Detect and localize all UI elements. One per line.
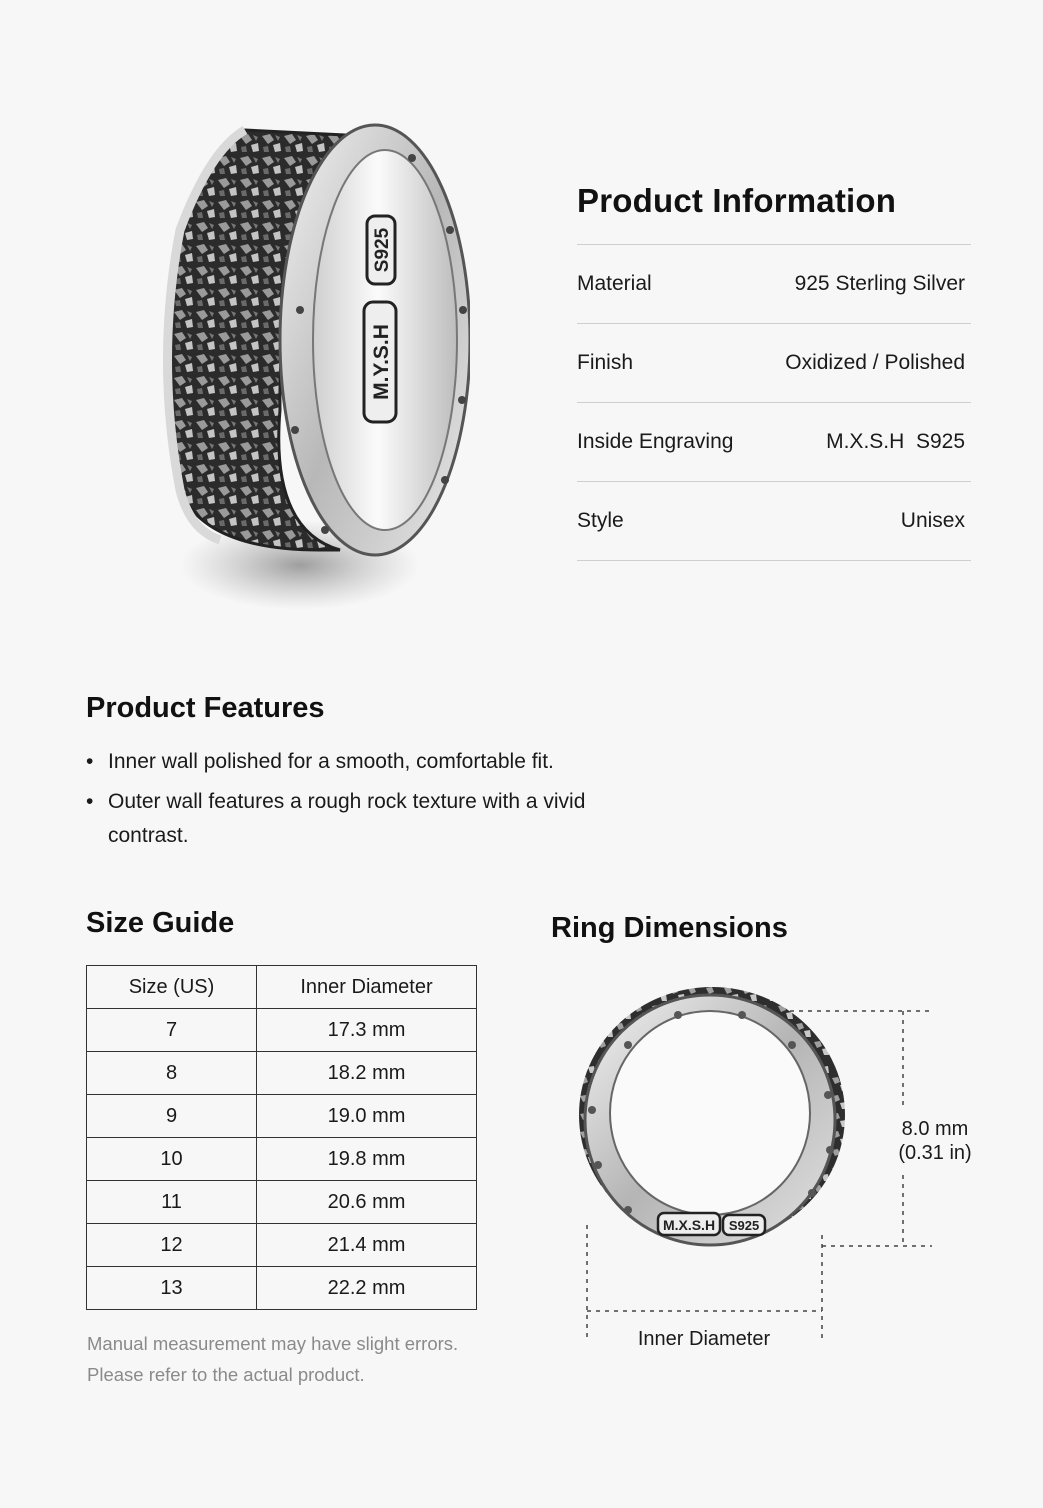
product-features-title: Product Features: [86, 692, 325, 724]
info-row-style: [577, 482, 971, 561]
table-row: [87, 1224, 477, 1267]
height-mm: 8.0 mm: [901, 1118, 969, 1140]
diameter-cell: 20.6 mm: [257, 1181, 477, 1224]
table-row: [87, 1181, 477, 1224]
table-row: [87, 1138, 477, 1181]
info-value: 925 Sterling Silver: [794, 272, 965, 295]
note-line: Manual measurement may have slight errors.: [87, 1333, 459, 1354]
product-information-title: Product Information: [577, 182, 897, 219]
size-cell: 13: [87, 1267, 257, 1310]
diameter-cell: 21.4 mm: [257, 1224, 477, 1267]
inner-diameter-label: Inner Diameter: [637, 1328, 771, 1350]
height-in: (0.31 in): [898, 1142, 972, 1164]
info-label: Style: [577, 509, 624, 532]
info-value: Oxidized / Polished: [785, 351, 965, 374]
ring-dimensions-diagram: [560, 985, 1000, 1365]
diameter-cell: 18.2 mm: [257, 1052, 477, 1095]
column-header-size: Size (US): [87, 966, 257, 1009]
size-cell: 10: [87, 1138, 257, 1181]
hero-stamp-brand: M.Y.S.H: [370, 324, 393, 400]
size-guide-table: [86, 965, 477, 1310]
ring-opening: [610, 1011, 810, 1215]
table-row: [87, 1095, 477, 1138]
size-cell: 7: [87, 1009, 257, 1052]
info-value: Unisex: [900, 509, 965, 532]
info-row-engraving: [577, 403, 971, 482]
table-row: [87, 1267, 477, 1310]
ring-dimensions-title: Ring Dimensions: [551, 912, 788, 944]
diameter-cell: 22.2 mm: [257, 1267, 477, 1310]
info-label: Finish: [577, 351, 634, 374]
product-features-list: [86, 745, 646, 859]
diameter-cell: 17.3 mm: [257, 1009, 477, 1052]
product-information-table: [577, 244, 971, 561]
note-line: Please refer to the actual product.: [87, 1364, 365, 1385]
diameter-cell: 19.8 mm: [257, 1138, 477, 1181]
table-row: [87, 1052, 477, 1095]
ring-height-label: [880, 1117, 990, 1165]
front-stamp-metal: S925: [728, 1218, 760, 1233]
feature-item: • Outer wall features a rough rock texture with a vivid contrast.: [86, 785, 646, 853]
size-guide-title: Size Guide: [86, 907, 235, 939]
front-stamp-brand: M.X.S.H: [662, 1217, 716, 1233]
info-label: Inside Engraving: [577, 430, 734, 453]
table-header-row: [87, 966, 477, 1009]
size-cell: 8: [87, 1052, 257, 1095]
info-value: M.X.S.H S925: [826, 430, 965, 453]
feature-item: • Inner wall polished for a smooth, comfortable fit.: [86, 745, 646, 779]
info-row-material: [577, 245, 971, 324]
size-cell: 9: [87, 1095, 257, 1138]
info-row-finish: [577, 324, 971, 403]
size-cell: 12: [87, 1224, 257, 1267]
table-row: [87, 1009, 477, 1052]
size-guide-note: [87, 1328, 458, 1390]
hero-ring-image: [150, 110, 470, 630]
diameter-cell: 19.0 mm: [257, 1095, 477, 1138]
info-label: Material: [577, 272, 652, 295]
hero-stamp-metal: S925: [372, 227, 393, 273]
size-cell: 11: [87, 1181, 257, 1224]
column-header-diameter: Inner Diameter: [257, 966, 477, 1009]
